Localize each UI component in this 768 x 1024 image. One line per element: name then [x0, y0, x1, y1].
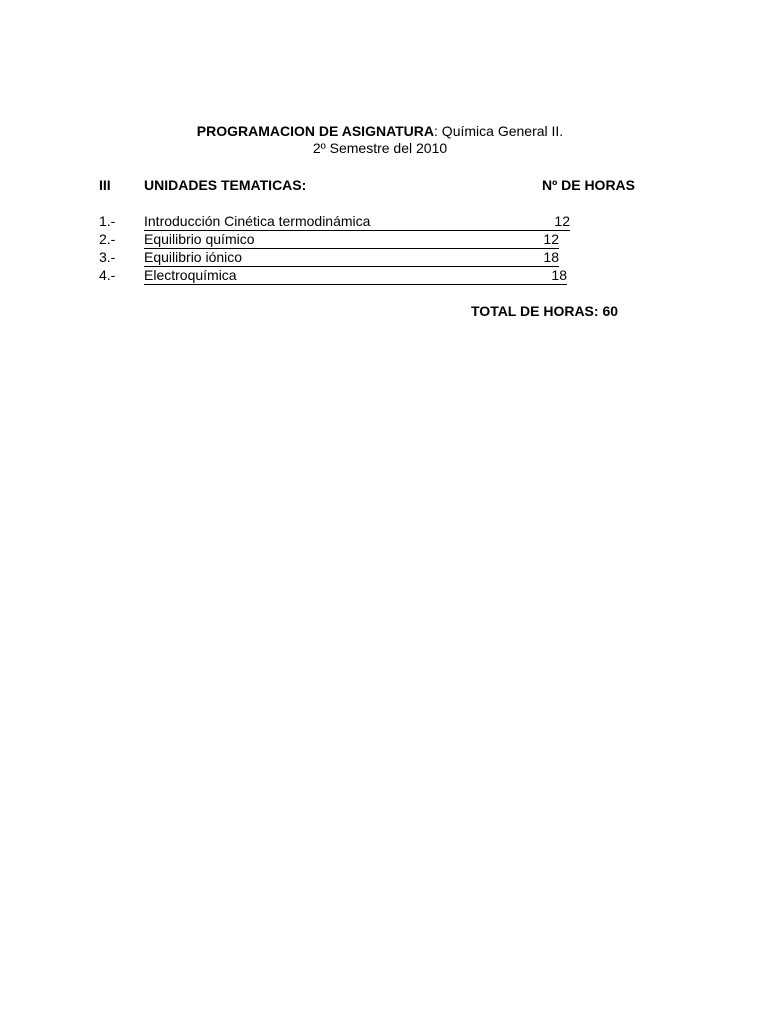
unit-name: Equilibrio iónico [144, 249, 243, 265]
total-hours: TOTAL DE HORAS: 60 [471, 303, 619, 319]
unit-underline [144, 230, 559, 249]
unit-name: Equilibrio químico [144, 231, 255, 247]
section-heading: UNIDADES TEMATICAS: [144, 177, 307, 193]
unit-row [0, 266, 768, 284]
title-bold: PROGRAMACION DE ASIGNATURA [196, 123, 435, 139]
unit-underline [144, 212, 570, 231]
section-number: III [99, 177, 111, 193]
unit-hours: 12 [543, 231, 559, 247]
title-subject: : Química General II. [434, 123, 564, 139]
unit-number: 3.- [99, 249, 116, 265]
unit-row [0, 212, 768, 230]
unit-number: 2.- [99, 231, 116, 247]
unit-name: Electroquímica [144, 267, 237, 283]
unit-underline [144, 266, 567, 285]
unit-number: 1.- [99, 213, 116, 229]
unit-row [0, 248, 768, 266]
unit-hours: 12 [554, 213, 570, 229]
unit-hours: 18 [551, 267, 567, 283]
document-title [0, 122, 760, 140]
semester-line: 2º Semestre del 2010 [312, 140, 448, 156]
unit-row [0, 230, 768, 248]
unit-name: Introducción Cinética termodinámica [144, 213, 371, 229]
hours-heading: Nº DE HORAS [542, 177, 636, 193]
unit-number: 4.- [99, 267, 116, 283]
unit-underline [144, 248, 559, 267]
unit-hours: 18 [543, 249, 559, 265]
